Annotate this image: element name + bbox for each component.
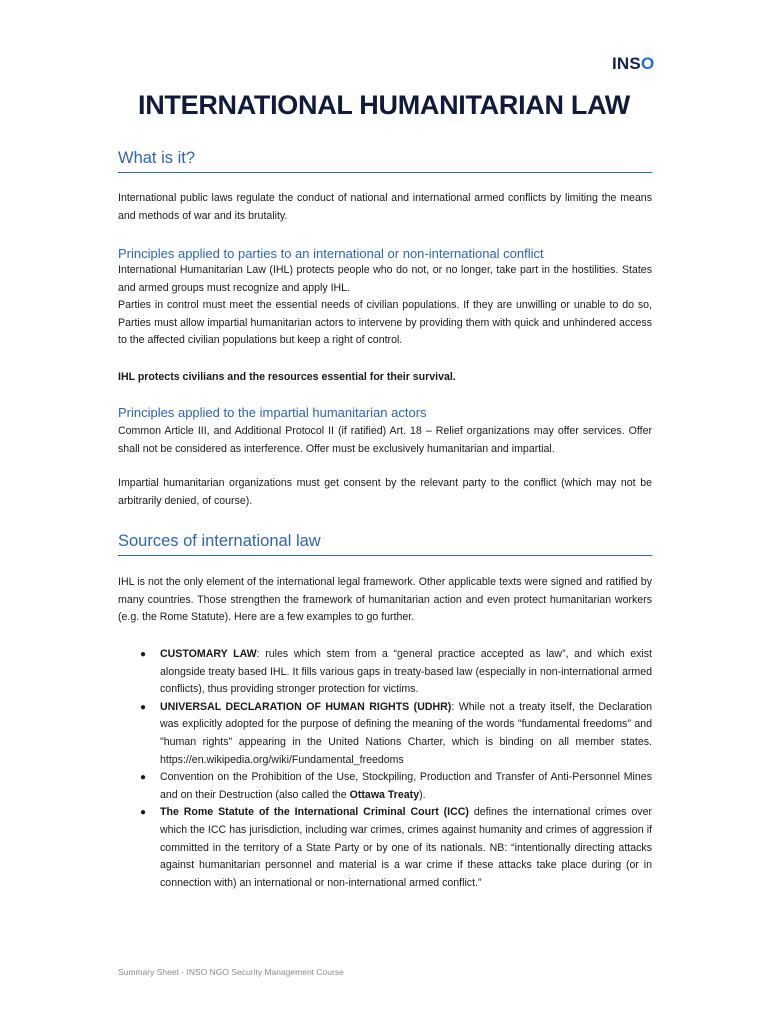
section2-intro: IHL is not the only element of the international legal framework. Other applicable texts were signed and ratified by many countries. Those strengthen the framework of humanitarian action and even protect humanitarian workers (e.g. the Rome Statute). Here are a few examples to go further. bbox=[118, 576, 652, 624]
list-item bbox=[140, 646, 652, 699]
bullet-icon: ● bbox=[140, 649, 147, 660]
list-item bbox=[140, 699, 652, 769]
logo-part-o: O bbox=[640, 54, 655, 73]
logo-part-ins: INS bbox=[612, 54, 641, 73]
list-item-bold: UNIVERSAL DECLARATION OF HUMAN RIGHTS (UDHR) bbox=[160, 700, 452, 713]
principles-actors-paragraph-1: Common Article III, and Additional Protocol II (if ratified) Art. 18 – Relief organizations may offer services. Offer shall not be considered as interference. Offer must be exclusively humanitarian and impartial. bbox=[118, 425, 652, 455]
sources-list bbox=[140, 646, 652, 892]
section1-intro: International public laws regulate the conduct of national and international armed conflicts by limiting the means and methods of war and its brutality. bbox=[118, 192, 652, 222]
section-heading-what-is-it: What is it? bbox=[118, 149, 652, 173]
section-heading-sources: Sources of international law bbox=[118, 532, 652, 556]
list-item bbox=[140, 769, 652, 804]
inso-logo bbox=[612, 54, 654, 74]
list-item-text: : While not a treaty itself, the Declaration was explicitly adopted for the purpose of defining the meaning of the words "fundamental freedoms" and "human rights" appearing in the United Nations Charter, which is binding on all member states. https://en.wikipedia.org/wiki/Fundamental_freedoms bbox=[160, 700, 652, 766]
principles-actors-paragraph-2: Impartial humanitarian organizations must get consent by the relevant party to the conflict (which may not be arbitrarily denied, of course). bbox=[118, 477, 652, 507]
subheading-principles-parties: Principles applied to parties to an international or non-international conflict bbox=[118, 246, 544, 261]
list-item bbox=[140, 804, 652, 892]
bullet-icon: ● bbox=[140, 772, 147, 784]
list-item-bold: Ottawa Treaty bbox=[349, 788, 420, 801]
bullet-icon: ● bbox=[140, 807, 147, 819]
principles-parties-paragraph-2: Parties in control must meet the essential needs of civilian populations. If they are unwilling or unable to do so, Parties must allow impartial humanitarian actors to intervene by providing them with quick and unhindered access to the affected civilian populations but keep a right of control. bbox=[118, 299, 652, 347]
list-item-text: : rules which stem from a “general practice accepted as law”, and which exist alongside treaty based IHL. It fills various gaps in treaty-based law (especially in non-international armed conflicts), thus providing stronger protection for victims. bbox=[160, 648, 652, 696]
list-item-text-before: Convention on the Prohibition of the Use, Stockpiling, Production and Transfer of Anti-Personnel Mines and on their Destruction (also called the bbox=[160, 771, 652, 801]
page-footer: Summary Sheet - INSO NGO Security Management Course bbox=[118, 967, 344, 977]
list-item-bold: CUSTOMARY LAW bbox=[160, 648, 257, 660]
list-item-text: defines the international crimes over which the ICC has jurisdiction, including war crimes, crimes against humanity and crimes of aggression if committed in the territory of a State Party or by one of its nationals. NB: “intentionally directing attacks against humanitarian personnel and material is a war crime if these attacks take place during (or in connection with) an international or non-international armed conflict.” bbox=[160, 806, 652, 889]
subheading-principles-actors: Principles applied to the impartial humanitarian actors bbox=[118, 405, 427, 420]
list-item-bold: The Rome Statute of the International Criminal Court (ICC) bbox=[160, 806, 469, 819]
principles-parties-paragraph-1: International Humanitarian Law (IHL) protects people who do not, or no longer, take part in the hostilities. States and armed groups must recognize and apply IHL. bbox=[118, 264, 652, 294]
ihl-protects-statement bbox=[118, 369, 652, 387]
bullet-icon: ● bbox=[140, 701, 147, 713]
page-title: INTERNATIONAL HUMANITARIAN LAW bbox=[138, 90, 630, 120]
list-item-text-after: ). bbox=[419, 788, 426, 801]
ihl-protects-bold: IHL protects civilians and the resources essential for their survival. bbox=[118, 371, 456, 383]
